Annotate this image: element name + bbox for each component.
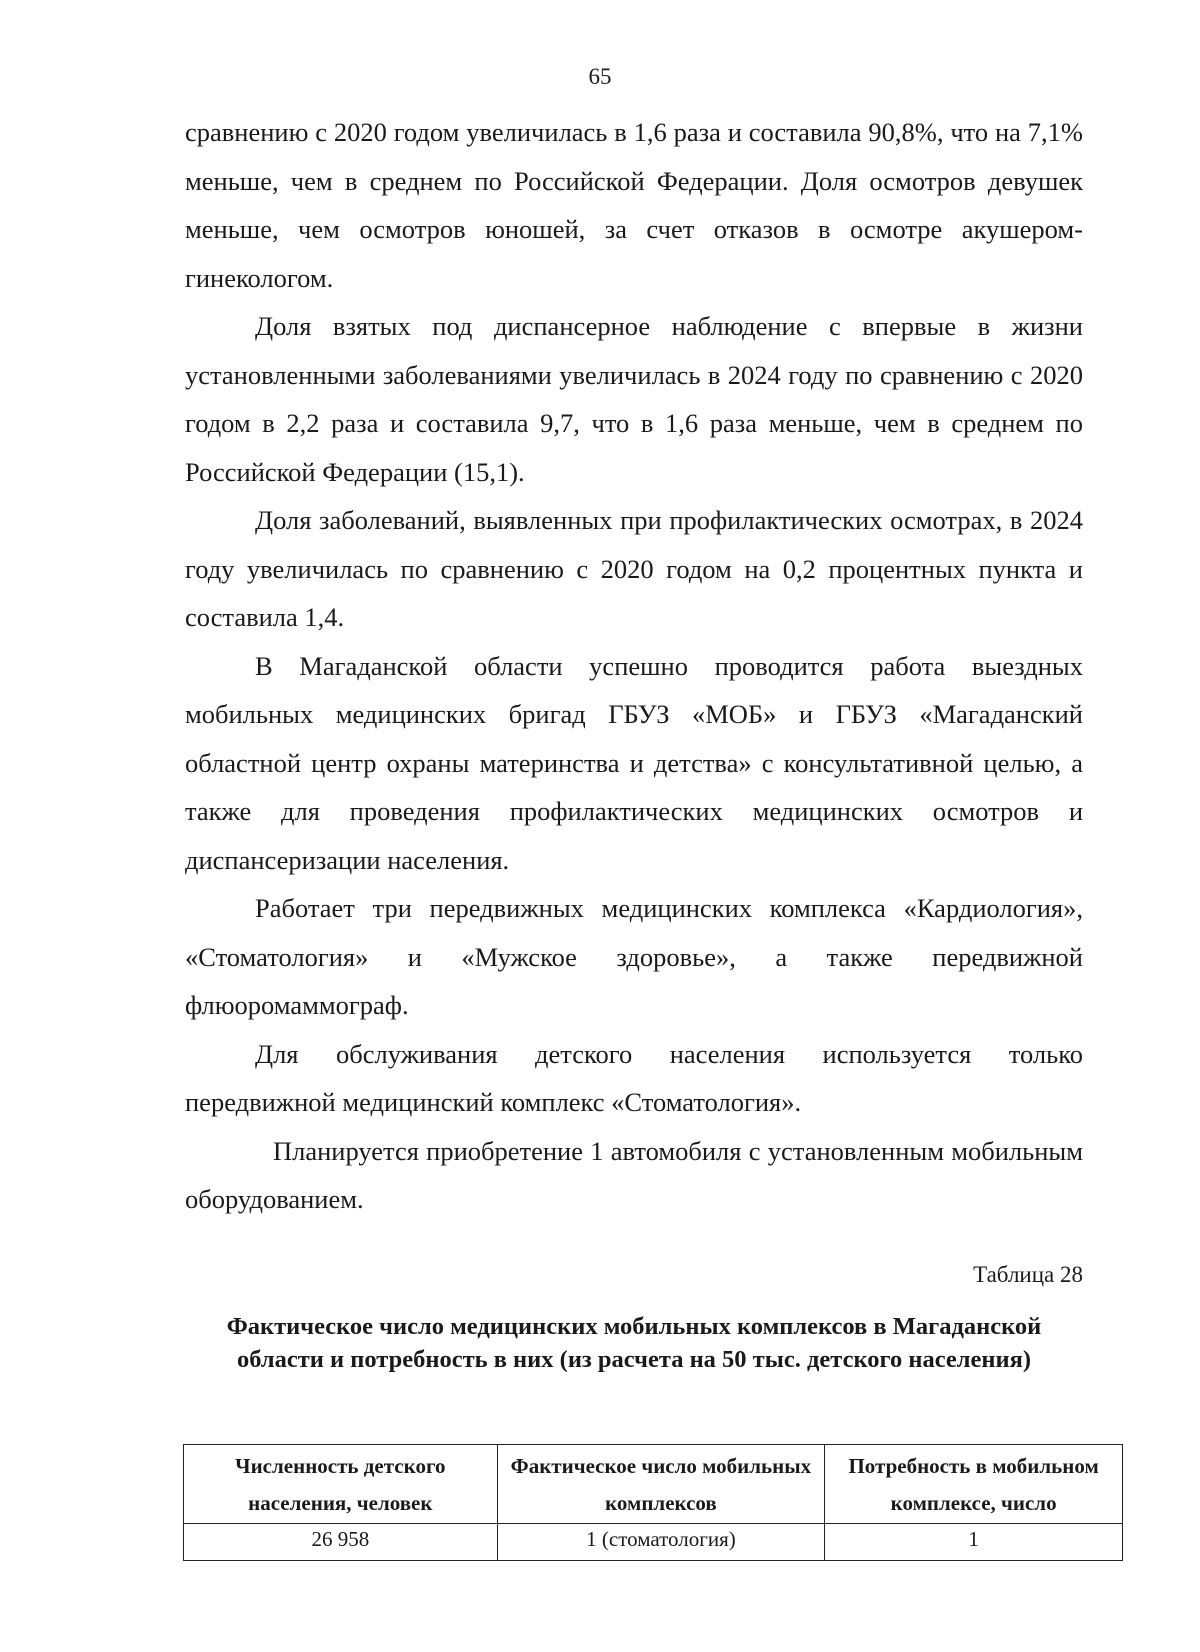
- paragraph-dispensary: Доля взятых под диспансерное наблюдение с впервые в жизни установленными заболеваниями увеличилась в 2024 году по сравнению с 2020 годом в 2,2 раза и составила 9,7, что в 1,6 раза меньше, чем в среднем по Российской Федерации (15,1).: [185, 311, 1083, 487]
- table-header-row: [184, 1445, 1123, 1524]
- table-label: Таблица 28: [973, 1262, 1083, 1287]
- cell-need-complexes: 1: [825, 1524, 1123, 1561]
- cell-child-population: 26 958: [184, 1524, 498, 1561]
- table-row: [184, 1524, 1123, 1561]
- document-body: [185, 108, 1083, 1224]
- cell-actual-complexes: 1 (стоматология): [497, 1524, 825, 1561]
- paragraph-planned-purchase: Планируется приобретение 1 автомобиля с установленным мобильным оборудованием.: [185, 1135, 1083, 1214]
- header-actual-complexes: Фактическое число мобильных комплексов: [497, 1445, 825, 1524]
- paragraph-continuation: сравнению с 2020 годом увеличилась в 1,6 раза и составила 90,8%, что на 7,1% меньше, чем в среднем по Российской Федерации. Доля осмотров девушек меньше, чем осмотров юношей, за счет отказов в осмотре акушером-гинекологом.: [185, 117, 1083, 293]
- page-number: 65: [588, 64, 612, 89]
- header-need-complexes: Потребность в мобильном комплексе, число: [825, 1445, 1123, 1524]
- paragraph-mobile-complexes: Работает три передвижных медицинских комплекса «Кардиология», «Стоматология» и «Мужское здоровье», а также передвижной флюоромаммограф.: [185, 893, 1083, 1020]
- paragraph-diseases: Доля заболеваний, выявленных при профилактических осмотрах, в 2024 году увеличилась по сравнению с 2020 годом на 0,2 процентных пункта и составила 1,4.: [185, 505, 1083, 632]
- paragraph-children-service: Для обслуживания детского населения используется только передвижной медицинский комплекс «Стоматология».: [185, 1038, 1083, 1117]
- mobile-complexes-table: [183, 1444, 1123, 1561]
- paragraph-mobile-brigades: В Магаданской области успешно проводится работа выездных мобильных медицинских бригад ГБУЗ «МОБ» и ГБУЗ «Магаданский областной центр охраны материнства и детства» с консультативной целью, а также для проведения профилактических медицинских осмотров и диспансеризации населения.: [185, 650, 1083, 875]
- header-child-population: Численность детского населения, человек: [184, 1445, 498, 1524]
- table-title: Фактическое число медицинских мобильных комплексов в Магаданской области и потребность в них (из расчета на 50 тыс. детского населения): [226, 1313, 1042, 1373]
